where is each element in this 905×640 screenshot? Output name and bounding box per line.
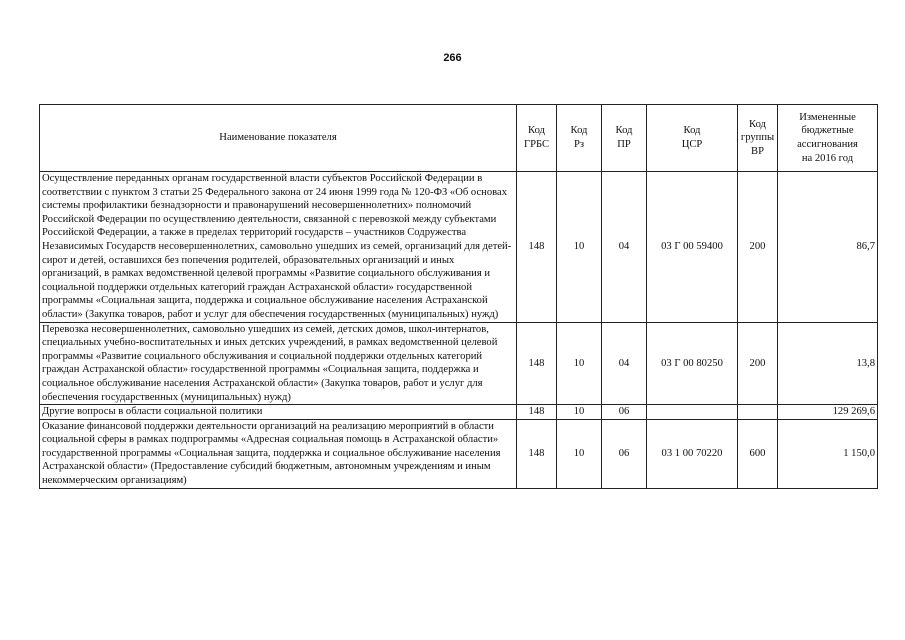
table-row bbox=[40, 419, 878, 488]
row-amount: 1 150,0 bbox=[778, 419, 878, 488]
row-rz: 10 bbox=[557, 322, 602, 405]
row-name: Осуществление переданных органам государственной власти субъектов Российской Федерации в соответствии с пунктом 3 статьи 25 Федерального закона от 24 июня 1999 года № 120-ФЗ «Об основах системы профилактики безнадзорности и правонарушений несовершеннолетних» полномочий Российской Федерации по осуществлению деятельности, связанной с перевозкой между субъектами Российской Федерации, а также в пределах территорий государств – участников Содружества Независимых Государств несовершеннолетних, самовольно ушедших из семей, организаций для детей-сирот и детей, оставшихся без попечения родителей, образовательных организаций и иных организаций, в рамках ведомственной целевой программы «Развитие социального обслуживания и социальной поддержки отдельных категорий граждан Астраханской области» государственной программы «Социальная защита, поддержка и социальное обслуживание населения Астраханской области» (Закупка товаров, работ и услуг для обеспечения государственных (муниципальных) нужд) bbox=[40, 172, 517, 323]
row-grbs: 148 bbox=[517, 419, 557, 488]
header-name: Наименование показателя bbox=[40, 105, 517, 172]
row-pr: 04 bbox=[602, 322, 647, 405]
row-amount: 86,7 bbox=[778, 172, 878, 323]
row-csr bbox=[647, 405, 738, 420]
row-vr bbox=[738, 405, 778, 420]
row-amount: 129 269,6 bbox=[778, 405, 878, 420]
row-name: Перевозка несовершеннолетних, самовольно ушедших из семей, детских домов, школ-интернатов, специальных учебно-воспитательных и иных детских учреждений, в рамках ведомственной целевой программы «Развитие социального обслуживания и социальной поддержки отдельных категорий граждан Астраханской области» государственной программы «Социальная защита, поддержка и социальное обслуживание населения Астраханской области» (Закупка товаров, работ и услуг для обеспечения государственных (муниципальных) нужд) bbox=[40, 322, 517, 405]
row-rz: 10 bbox=[557, 172, 602, 323]
row-vr: 600 bbox=[738, 419, 778, 488]
row-pr: 04 bbox=[602, 172, 647, 323]
row-name: Другие вопросы в области социальной политики bbox=[40, 405, 517, 420]
header-amount: Измененные бюджетные ассигнования на 2016 год bbox=[778, 105, 878, 172]
table-row bbox=[40, 172, 878, 323]
row-grbs: 148 bbox=[517, 172, 557, 323]
page-number: 266 bbox=[443, 52, 462, 64]
header-rz: Код Рз bbox=[557, 105, 602, 172]
row-pr: 06 bbox=[602, 419, 647, 488]
table-header-row bbox=[40, 105, 878, 172]
header-vr: Код группы ВР bbox=[738, 105, 778, 172]
row-rz: 10 bbox=[557, 405, 602, 420]
header-csr: Код ЦСР bbox=[647, 105, 738, 172]
row-csr: 03 1 00 70220 bbox=[647, 419, 738, 488]
row-vr: 200 bbox=[738, 322, 778, 405]
row-grbs: 148 bbox=[517, 322, 557, 405]
table-row bbox=[40, 322, 878, 405]
row-grbs: 148 bbox=[517, 405, 557, 420]
row-csr: 03 Г 00 80250 bbox=[647, 322, 738, 405]
table-row bbox=[40, 405, 878, 420]
row-rz: 10 bbox=[557, 419, 602, 488]
row-name: Оказание финансовой поддержки деятельности организаций на реализацию мероприятий в области социальной сферы в рамках подпрограммы «Адресная социальная помощь в Астраханской области» государственной программы «Социальная защита, поддержка и социальное обслуживание населения Астраханской области» (Предоставление субсидий бюджетным, автономным учреждениям и иным некоммерческим организациям) bbox=[40, 419, 517, 488]
row-vr: 200 bbox=[738, 172, 778, 323]
header-grbs: Код ГРБС bbox=[517, 105, 557, 172]
header-pr: Код ПР bbox=[602, 105, 647, 172]
row-amount: 13,8 bbox=[778, 322, 878, 405]
budget-table bbox=[39, 104, 878, 489]
row-csr: 03 Г 00 59400 bbox=[647, 172, 738, 323]
row-pr: 06 bbox=[602, 405, 647, 420]
